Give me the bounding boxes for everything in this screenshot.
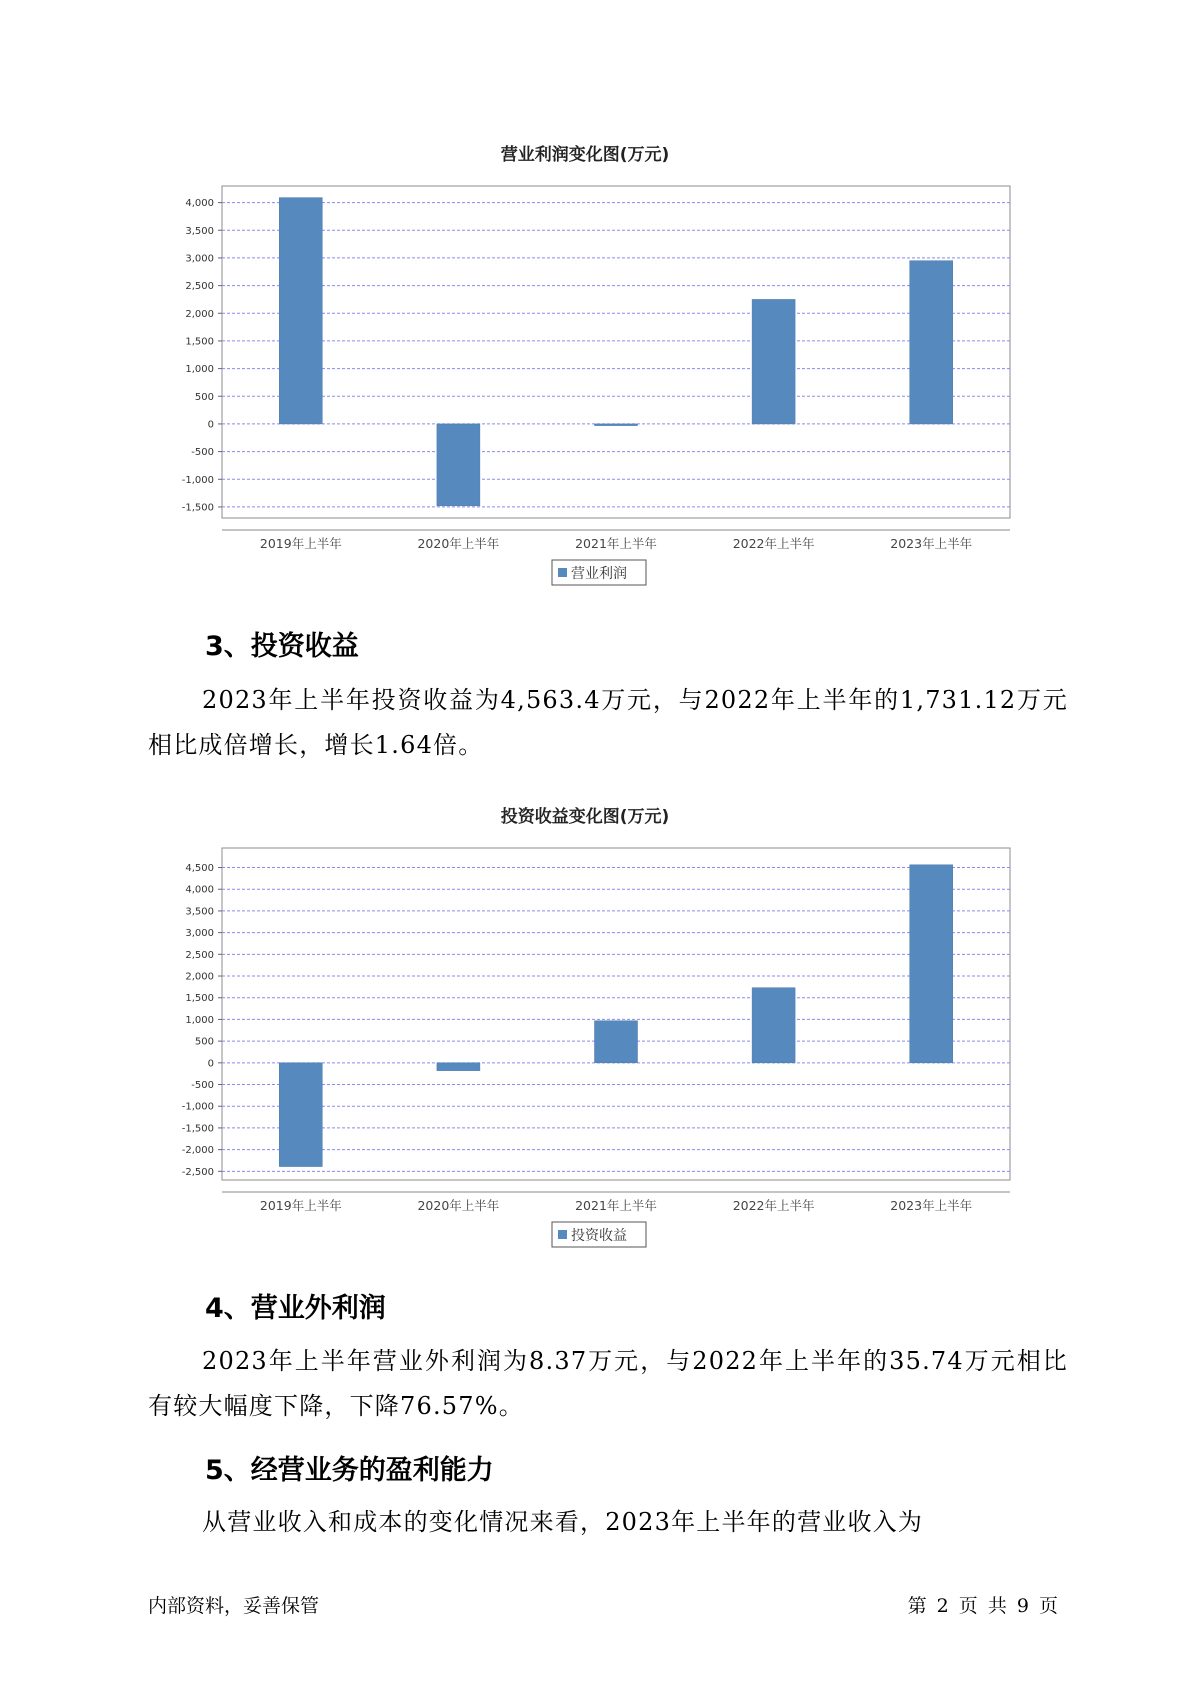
x-category-label: 2021年上半年 [575, 536, 657, 551]
y-tick-label: 3,000 [185, 253, 214, 265]
x-category-label: 2019年上半年 [259, 1198, 342, 1213]
footer-page-number: 第 2 页 共 9 页 [907, 1595, 1058, 1617]
plot-area [222, 848, 1010, 1180]
y-tick-label: -2,000 [181, 1145, 214, 1157]
y-tick-label: 1,500 [185, 336, 214, 348]
y-tick-label: -1,500 [181, 502, 214, 514]
y-tick-label: -500 [191, 447, 214, 459]
y-tick-label: 2,500 [185, 949, 214, 961]
x-category-label: 2019年上半年 [259, 536, 342, 551]
footer-confidential-note: 内部资料，妥善保管 [148, 1595, 320, 1617]
y-tick-label: 500 [194, 1036, 214, 1048]
y-tick-label: 2,000 [185, 971, 214, 983]
y-tick-label: 3,500 [185, 906, 214, 918]
bar [595, 424, 638, 426]
y-tick-label: 4,000 [185, 884, 214, 896]
legend-label: 投资收益 [571, 1228, 627, 1244]
bar [279, 1063, 322, 1167]
chart-title: 投资收益变化图(万元) [500, 807, 670, 827]
investment-income-chart-svg [0, 790, 1191, 1260]
y-tick-label: -1,000 [181, 474, 214, 486]
investment-income-chart [0, 790, 1191, 1260]
legend-swatch [558, 1230, 567, 1239]
x-category-label: 2022年上半年 [732, 536, 815, 551]
section-3-heading: 3、投资收益 [205, 631, 359, 662]
operating-profit-chart-svg [0, 128, 1191, 598]
x-category-label: 2020年上半年 [417, 536, 500, 551]
y-tick-label: 500 [194, 391, 214, 403]
legend-label: 营业利润 [571, 566, 627, 582]
section-4-paragraph: 2023年上半年营业外利润为8.37万元，与2022年上半年的35.74万元相比有较大幅度下降，下降76.57%。 [148, 1347, 1068, 1420]
section-5-heading: 5、经营业务的盈利能力 [205, 1455, 494, 1486]
y-tick-label: 1,000 [185, 364, 214, 376]
chart-title: 营业利润变化图(万元) [500, 145, 670, 165]
y-tick-label: 2,500 [185, 281, 214, 293]
y-tick-label: -2,500 [181, 1166, 214, 1178]
operating-profit-chart [0, 128, 1191, 598]
y-tick-label: -500 [191, 1080, 214, 1092]
x-category-label: 2022年上半年 [732, 1198, 815, 1213]
section-5-paragraph: 从营业收入和成本的变化情况来看，2023年上半年的营业收入为 [202, 1508, 924, 1536]
y-tick-label: 3,500 [185, 225, 214, 237]
x-category-label: 2021年上半年 [575, 1198, 657, 1213]
bar [752, 988, 795, 1063]
x-category-label: 2023年上半年 [890, 1198, 973, 1213]
y-tick-label: 1,500 [185, 993, 214, 1005]
section-4-heading: 4、营业外利润 [205, 1293, 386, 1324]
bar [910, 865, 953, 1063]
y-tick-label: 4,500 [185, 863, 214, 875]
bar [437, 1063, 480, 1071]
y-tick-label: 0 [207, 1058, 214, 1070]
bar [910, 261, 953, 424]
plot-area [222, 186, 1010, 518]
x-category-label: 2023年上半年 [890, 536, 973, 551]
bar [437, 424, 480, 506]
bar [279, 198, 322, 424]
x-category-label: 2020年上半年 [417, 1198, 500, 1213]
y-tick-label: 0 [207, 419, 214, 431]
y-tick-label: 2,000 [185, 308, 214, 320]
y-tick-label: 1,000 [185, 1014, 214, 1026]
legend-swatch [558, 568, 567, 577]
y-tick-label: 3,000 [185, 928, 214, 940]
y-tick-label: -1,500 [181, 1123, 214, 1135]
y-tick-label: 4,000 [185, 198, 214, 210]
bar [752, 299, 795, 424]
y-tick-label: -1,000 [181, 1101, 214, 1113]
section-3-paragraph: 2023年上半年投资收益为4,563.4万元，与2022年上半年的1,731.12万元相比成倍增长，增长1.64倍。 [148, 686, 1068, 759]
bar [595, 1021, 638, 1063]
